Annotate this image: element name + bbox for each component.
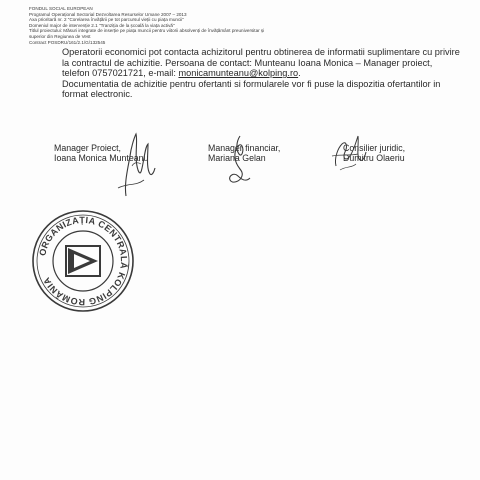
signature-name: Ioana Monica Munteanu bbox=[54, 153, 149, 164]
signature-name: Dumitru Olaeriu bbox=[343, 153, 405, 164]
contact-paragraph bbox=[62, 47, 462, 79]
header-line: Axa prioritară nr. 2 "Corelarea învățării pe tot parcursul vieții cu piața muncii" bbox=[29, 17, 184, 23]
kolping-emblem-icon bbox=[66, 246, 100, 276]
signature-name: Mariana Gelan bbox=[208, 153, 266, 164]
header-line: Titlul proiectului: Măsuri integrate de inserție pe piața muncii pentru viitorii absolvenți de învățământ preuniversitar și bbox=[29, 28, 265, 34]
header-line: Contract POSDRU/161/2.1/G/132545 bbox=[29, 39, 106, 45]
handwritten-signature-munteanu bbox=[108, 128, 160, 200]
handwritten-signature-olaeriu bbox=[328, 126, 372, 178]
header-line: Programul Operațional Sectorial Dezvoltarea Resurselor Umane 2007 – 2013 bbox=[29, 11, 187, 17]
handwritten-signature-gelan bbox=[222, 132, 256, 188]
contact-text: Operatorii economici pot contacta achizitorul pentru obtinerea de informatii suplimentare cu privire la contractul de achizitie. Persoana de contact: Munteanu Ioana Monica – Manager proiect, telefon 0757021721, e-mail: bbox=[62, 47, 460, 79]
signature-role: Manager financiar, bbox=[208, 143, 281, 153]
contact-text-end: . bbox=[298, 68, 301, 79]
header-line: Domeniul major de intervenție 2.1 "Tranziția de la școală la viața activă" bbox=[29, 22, 175, 28]
signature-role: Consilier juridic, bbox=[343, 143, 406, 153]
document-header bbox=[29, 6, 329, 45]
organization-stamp bbox=[30, 208, 136, 314]
header-line: FONDUL SOCIAL EUROPEAN bbox=[29, 6, 93, 11]
contact-email-link[interactable]: monicamunteanu@kolping.ro bbox=[178, 68, 299, 79]
signature-role: Manager Proiect, bbox=[54, 143, 121, 153]
stamp-ring-text: ORGANIZAȚIA CENTRALĂ KOLPING ROMÂNIA bbox=[37, 214, 130, 308]
document-body bbox=[62, 47, 462, 100]
header-line: superior din Regiunea de Vest bbox=[29, 33, 91, 39]
documentation-paragraph: Documentatia de achizitie pentru ofertanti si formularele vor fi puse la dispozitia ofertantilor in format electronic. bbox=[62, 78, 441, 100]
